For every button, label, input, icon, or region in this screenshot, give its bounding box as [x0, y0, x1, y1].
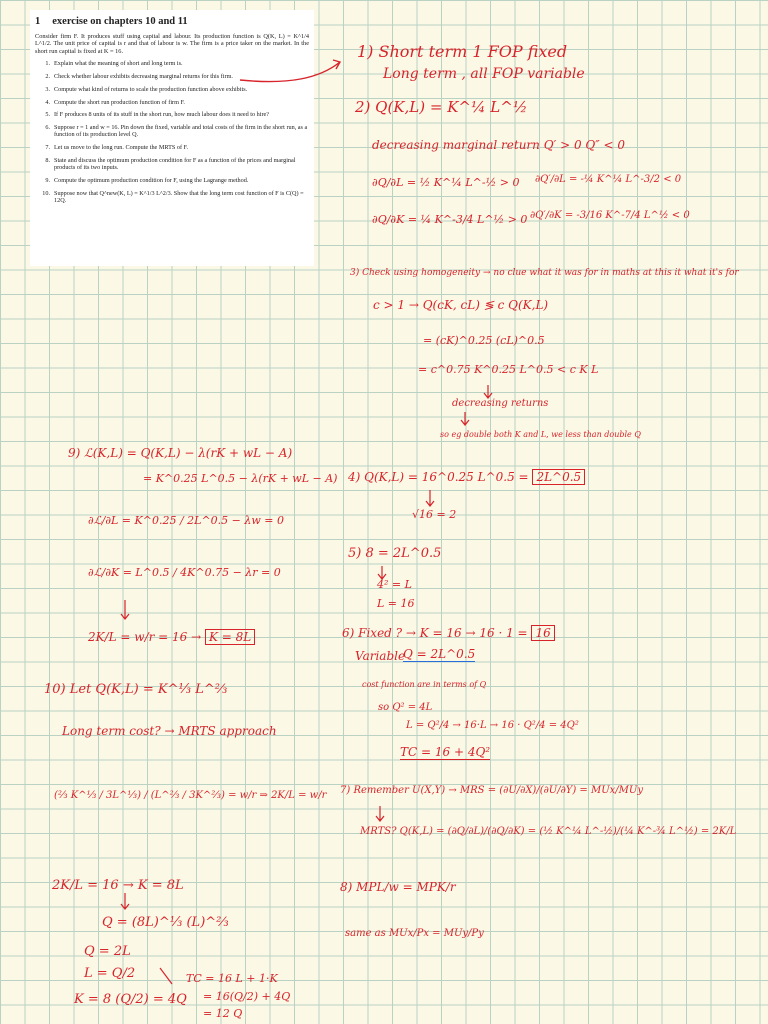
question-text: Suppose r = 1 and w = 16. Pin down the fixed, variable and total costs of the firm in the short run, as a function of its production level Q.	[54, 124, 308, 139]
note-answer-2-function: 2) Q(K,L) = K^¼ L^½	[355, 98, 528, 116]
sheet-title	[35, 16, 309, 27]
question-number: 4.	[45, 98, 50, 106]
note-answer-9-boxed-result: K = 8L	[205, 629, 255, 645]
note-answer-9-lagrangian: 9) ℒ(K,L) = Q(K,L) − λ(rK + wL − A)	[68, 446, 293, 460]
note-answer-4-boxed-result: 2L^0.5	[532, 469, 585, 485]
note-answer-2-dq-dl: ∂Q/∂L = ½ K^¼ L^-½ > 0	[372, 176, 520, 189]
question-number: 9.	[45, 177, 50, 184]
note-answer-6-variable-expression: Q = 2L^0.5	[403, 647, 476, 661]
note-answer-6-fixed-expression: 6) Fixed ? → K = 16 → 16 · 1 =	[342, 626, 528, 640]
question-number: 2.	[45, 73, 50, 81]
exercise-intro: Consider firm F. It produces stuff using capital and labour. Its production function is Q(K, L) = K^1/4 L^1/2. The unit price of capital is r and that of labour is w. The firm is a price taker on the market. In the short run capital is fixed at K = 16.	[35, 33, 309, 55]
note-answer-10-l: L = Q/2	[84, 966, 136, 981]
note-answer-7-remember: 7) Remember U(X,Y) → MRS = (∂U/∂X)/(∂U/∂Y) = MUx/MUy	[340, 785, 643, 796]
question-item	[35, 111, 309, 118]
note-answer-3-inequality: c > 1 → Q(cK, cL) ≶ c Q(K,L)	[373, 298, 549, 312]
note-answer-3-result: = c^0.75 K^0.25 L^0.5 < c K L	[418, 363, 599, 376]
note-answer-9-ratio	[88, 630, 255, 644]
question-list	[35, 60, 309, 204]
question-text: Check whether labour exhibits decreasing marginal returns for this firm.	[54, 73, 233, 81]
question-number: 6.	[45, 124, 50, 132]
note-answer-2-condition: decreasing marginal return Q′ > 0 Q″ < 0	[372, 138, 626, 152]
question-text: Suppose now that Q^new(K, L) = K^1/3 L^2/3. Show that the long term cost function of F is C(Q) = 12Q.	[54, 189, 304, 204]
note-answer-7-mrts: MRTS? Q(K,L) = (∂Q/∂L)/(∂Q/∂K) = (½ K^¼ L^-½)/(¼ K^-¾ L^½) = 2K/L	[360, 826, 737, 837]
question-number: 3.	[45, 85, 50, 93]
note-answer-9-ratio-expression: 2K/L = w/r = 16 →	[88, 630, 202, 644]
exercise-sheet	[30, 10, 314, 266]
question-number: 5.	[45, 111, 50, 119]
question-item	[35, 190, 309, 204]
section-number: 1	[35, 16, 41, 27]
note-answer-9-lagrangian-expanded: = K^0.25 L^0.5 − λ(rK + wL − A)	[143, 472, 338, 485]
note-answer-10-approach: Long term cost? → MRTS approach	[62, 724, 277, 738]
note-answer-3-expand: = (cK)^0.25 (cL)^0.5	[423, 334, 545, 347]
note-answer-10-tc-sub: = 16(Q/2) + 4Q	[203, 990, 291, 1003]
question-item	[35, 124, 309, 138]
question-item	[35, 73, 309, 80]
question-number: 10.	[42, 189, 50, 197]
note-answer-2-d2q-dl: ∂Q′/∂L = -¼ K^¼ L^-3/2 < 0	[535, 174, 682, 185]
note-answer-3-explanation: so eg double both K and L, we less than double Q	[440, 430, 641, 439]
note-answer-10-solve: 2K/L = 16 → K = 8L	[52, 878, 184, 893]
arrow-answer-3-down-1	[484, 385, 492, 398]
question-text: Compute what kind of returns to scale the production function above exhibits.	[54, 85, 248, 93]
arrow-answer-3-down-2	[461, 412, 469, 425]
note-answer-8-condition: 8) MPL/w = MPK/r	[340, 880, 456, 894]
note-answer-6-cost-note: cost function are in terms of Q	[362, 680, 487, 689]
note-answer-1-short-term: 1) Short term 1 FOP fixed	[357, 42, 568, 61]
question-item	[35, 99, 309, 106]
arrow-answer-10-down-1	[121, 893, 129, 909]
note-answer-1-long-term: Long term , all FOP variable	[383, 66, 585, 82]
question-number: 8.	[45, 157, 50, 164]
question-text: Explain what the meaning of short and long term is.	[54, 60, 183, 68]
note-answer-5-labour: L = 16	[377, 597, 415, 610]
question-number: 1.	[45, 60, 50, 68]
question-text: Let us move to the long run. Compute the MRTS of F.	[54, 144, 189, 152]
note-answer-4-short-run	[348, 470, 585, 484]
note-answer-2-d2q-dk: ∂Q′/∂K = -3/16 K^-7/4 L^½ < 0	[530, 210, 690, 221]
note-answer-6-variable: Variable	[355, 649, 406, 663]
arrow-answer-9-down	[121, 600, 129, 619]
note-answer-5-square: 4² = L	[377, 578, 412, 591]
note-answer-5-equation: 5) 8 = 2L^0.5	[348, 546, 442, 561]
note-answer-4-root: √16 = 2	[412, 508, 457, 521]
question-item	[35, 157, 309, 171]
note-answer-3-homogeneity: 3) Check using homogeneity → no clue what it was for in maths at this it what it's for	[350, 268, 739, 278]
note-answer-6-substitution: L = Q²/4 → 16·L → 16 · Q²/4 = 4Q²	[406, 720, 579, 731]
question-text: Compute the optimum production condition for F, using the Lagrange method.	[54, 177, 249, 184]
note-answer-6-total-cost: TC = 16 + 4Q²	[400, 745, 491, 759]
note-answer-10-q: Q = 2L	[84, 944, 131, 959]
note-answer-10-k: K = 8 (Q/2) = 4Q	[74, 992, 187, 1007]
note-answer-2-dq-dk: ∂Q/∂K = ¼ K^-3/4 L^½ > 0	[372, 213, 528, 226]
note-answer-6-fixed	[342, 626, 555, 640]
arrow-answer-4-down	[426, 490, 434, 506]
note-answer-10-function: 10) Let Q(K,L) = K^⅓ L^⅔	[44, 682, 228, 697]
note-answer-10-tc-result: = 12 Q	[203, 1007, 243, 1020]
note-answer-6-fixed-boxed: 16	[531, 625, 554, 641]
note-answer-9-foc-labour: ∂ℒ/∂L = K^0.25 / 2L^0.5 − λw = 0	[88, 514, 284, 527]
section-title: exercise on chapters 10 and 11	[52, 16, 188, 27]
question-number: 7.	[45, 144, 50, 152]
note-answer-6-square: so Q² = 4L	[378, 702, 433, 713]
question-item	[35, 60, 309, 67]
note-answer-8-same-as: same as MUx/Px = MUy/Py	[345, 928, 484, 939]
question-item	[35, 86, 309, 93]
note-answer-10-substitute: Q = (8L)^⅓ (L)^⅔	[102, 915, 229, 930]
question-text: If F produces 8 units of its stuff in the short run, how much labour does it need to hire?	[54, 111, 270, 119]
question-text: Compute the short run production function of firm F.	[54, 98, 185, 106]
slash-answer-10	[160, 968, 172, 984]
arrow-head-question-1	[333, 60, 340, 69]
arrow-answer-7-down	[376, 806, 384, 821]
question-item	[35, 177, 309, 184]
note-answer-4-expression: 4) Q(K,L) = 16^0.25 L^0.5 =	[348, 470, 529, 484]
note-answer-3-decreasing: decreasing returns	[452, 398, 549, 409]
question-text: State and discuss the optimum production condition for F as a function of the prices and marginal products of its two inputs.	[54, 157, 296, 172]
question-item	[35, 144, 309, 151]
note-answer-10-tc: TC = 16 L + 1·K	[186, 972, 278, 985]
note-answer-10-mrts-ratio: (⅔ K^⅓ / 3L^⅓) / (L^⅔ / 3K^⅔) = w/r ⇒ 2K/L = w/r	[54, 790, 327, 801]
note-answer-9-foc-capital: ∂ℒ/∂K = L^0.5 / 4K^0.75 − λr = 0	[88, 566, 281, 579]
